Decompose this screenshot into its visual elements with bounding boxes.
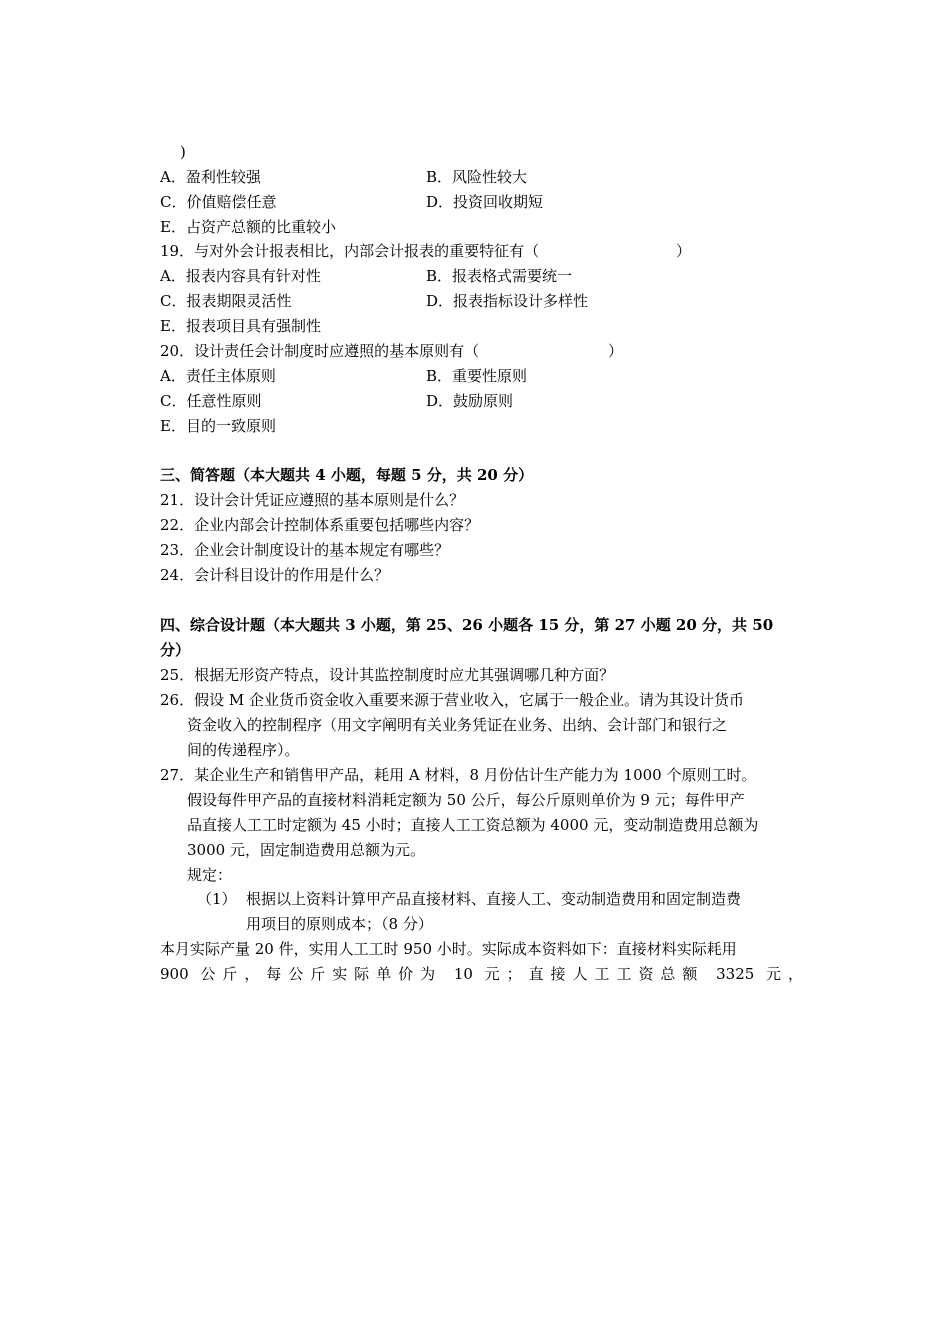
carry-over-paren: ) bbox=[180, 143, 186, 161]
q20-option-c: C．任意性原则 bbox=[160, 392, 262, 410]
q18-option-c: C．价值赔偿任意 bbox=[160, 193, 277, 211]
q27-requirement-label: 规定： bbox=[187, 866, 233, 884]
q26-line2: 资金收入的控制程序（用文字阐明有关业务凭证在业务、出纳、会计部门和银行之 bbox=[187, 716, 728, 734]
q18-option-d: D．投资回收期短 bbox=[426, 193, 544, 211]
q27-line1: 27．某企业生产和销售甲产品，耗用 A 材料，8 月份估计生产能力为 1000 个原则工时。 bbox=[160, 766, 757, 784]
q20-option-d: D．鼓励原则 bbox=[426, 392, 514, 410]
section4-heading-line2: 分） bbox=[160, 641, 191, 659]
q18-option-b: B．风险性较大 bbox=[426, 168, 528, 186]
q18-option-a: A．盈利性较强 bbox=[160, 168, 261, 186]
q19-option-d: D．报表指标设计多样性 bbox=[426, 292, 589, 310]
q18-option-e: E．占资产总额的比重较小 bbox=[160, 218, 336, 236]
q27-actual-data-line2: 900 公斤，每公斤实际单价为 10 元；直接人工工资总额 3325 元， bbox=[160, 965, 803, 983]
q20-stem: 20．设计责任会计制度时应遵照的基本原则有（ bbox=[160, 342, 480, 360]
q20-option-a: A．责任主体原则 bbox=[160, 367, 276, 385]
q19-option-e: E．报表项目具有强制性 bbox=[160, 317, 321, 335]
q20-option-b: B．重要性原则 bbox=[426, 367, 528, 385]
q19-close-paren: ） bbox=[676, 242, 692, 260]
q27-line4: 3000 元，固定制造费用总额为元。 bbox=[187, 841, 425, 859]
q26-line3: 间的传递程序）。 bbox=[187, 741, 300, 759]
q20-close-paren: ） bbox=[608, 342, 624, 360]
q27-actual-data-line1: 本月实际产量 20 件，实用人工工时 950 小时。实际成本资料如下：直接材料实际耗用 bbox=[160, 940, 737, 958]
q19-option-c: C．报表期限灵活性 bbox=[160, 292, 292, 310]
q19-option-a: A．报表内容具有针对性 bbox=[160, 267, 321, 285]
q23: 23．企业会计制度设计的基本规定有哪些？ bbox=[160, 541, 450, 559]
q25: 25．根据无形资产特点，设计其监控制度时应尤其强调哪几种方面？ bbox=[160, 666, 615, 684]
q26-line1: 26．假设 M 企业货币资金收入重要来源于营业收入，它属于一般企业。请为其设计货币 bbox=[160, 691, 744, 709]
q20-option-e: E．目的一致原则 bbox=[160, 417, 276, 435]
q27-subitem-1-number: （1） bbox=[197, 890, 237, 908]
q19-option-b: B．报表格式需要统一 bbox=[426, 267, 573, 285]
q27-line3: 品直接人工工时定额为 45 小时；直接人工工资总额为 4000 元，变动制造费用总额为 bbox=[187, 816, 759, 834]
q27-subitem-1-line2: 用项目的原则成本；（8 分） bbox=[246, 915, 433, 933]
q27-subitem-1-line1: 根据以上资料计算甲产品直接材料、直接人工、变动制造费用和固定制造费 bbox=[246, 890, 742, 908]
q24: 24．会计科目设计的作用是什么？ bbox=[160, 566, 390, 584]
section3-heading: 三、简答题（本大题共 4 小题，每题 5 分，共 20 分） bbox=[160, 466, 534, 484]
q21: 21．设计会计凭证应遵照的基本原则是什么？ bbox=[160, 491, 465, 509]
section4-heading-line1: 四、综合设计题（本大题共 3 小题，第 25、26 小题各 15 分，第 27 小题 20 分，共 50 bbox=[160, 616, 774, 634]
q19-stem: 19．与对外会计报表相比，内部会计报表的重要特征有（ bbox=[160, 242, 540, 260]
q22: 22．企业内部会计控制体系重要包括哪些内容？ bbox=[160, 516, 480, 534]
q27-line2: 假设每件甲产品的直接材料消耗定额为 50 公斤，每公斤原则单价为 9 元；每件甲产 bbox=[187, 791, 745, 809]
